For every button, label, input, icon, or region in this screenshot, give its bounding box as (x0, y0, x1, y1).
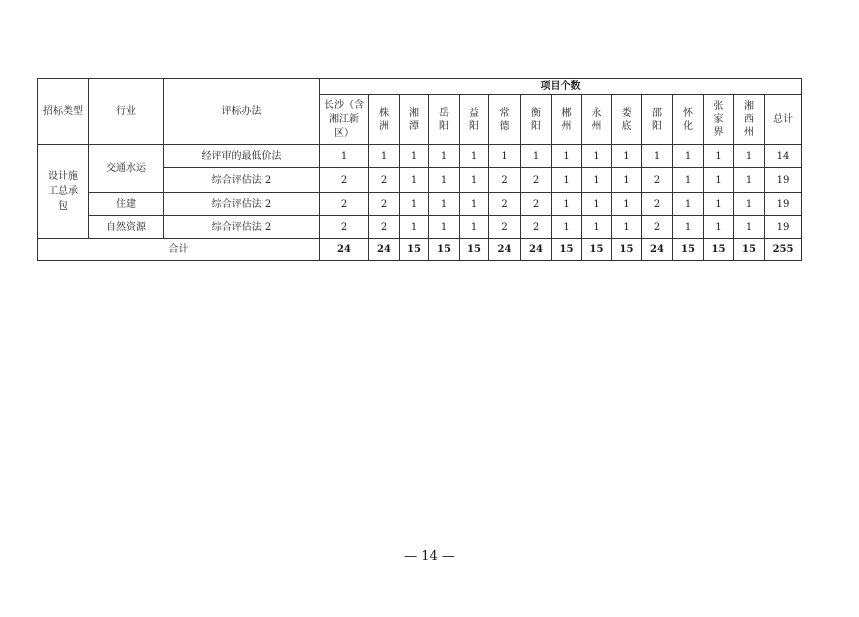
table-row (38, 145, 802, 168)
count-cell: 1 (704, 216, 734, 239)
count-cell: 2 (369, 193, 400, 216)
industry-cell: 交通水运 (89, 145, 164, 193)
count-cell: 1 (582, 193, 612, 216)
count-cell: 1 (429, 145, 460, 168)
project-count-table (37, 78, 802, 261)
sum-cell: 15 (552, 239, 582, 261)
row-total-cell: 19 (765, 216, 802, 239)
count-cell: 1 (673, 193, 704, 216)
sum-cell: 15 (400, 239, 429, 261)
count-cell: 1 (460, 216, 489, 239)
page-number: — 14 — (404, 549, 455, 564)
header-tender-type: 招标类型 (38, 79, 89, 145)
count-cell: 2 (642, 168, 673, 193)
count-cell: 1 (400, 168, 429, 193)
count-cell: 1 (704, 168, 734, 193)
count-cell: 2 (642, 216, 673, 239)
sum-cell: 24 (521, 239, 552, 261)
industry-cell: 住建 (89, 193, 164, 216)
tender-type-cell: 设计施工总承包 (38, 145, 89, 239)
count-cell: 1 (400, 193, 429, 216)
method-cell: 综合评估法 2 (164, 216, 320, 239)
row-total-cell: 19 (765, 193, 802, 216)
count-cell: 1 (612, 168, 642, 193)
row-total-cell: 14 (765, 145, 802, 168)
row-total-cell: 19 (765, 168, 802, 193)
header-city: 张家界 (704, 95, 734, 145)
count-cell: 1 (612, 145, 642, 168)
sum-cell: 24 (642, 239, 673, 261)
table-body (38, 79, 802, 261)
count-cell: 1 (460, 193, 489, 216)
count-cell: 1 (673, 145, 704, 168)
count-cell: 1 (642, 145, 673, 168)
sum-cell: 15 (429, 239, 460, 261)
count-cell: 2 (521, 168, 552, 193)
count-cell: 1 (582, 216, 612, 239)
count-cell: 1 (734, 168, 765, 193)
sum-label: 合计 (38, 239, 320, 261)
header-city: 益阳 (460, 95, 489, 145)
count-cell: 1 (320, 145, 369, 168)
header-city: 湘潭 (400, 95, 429, 145)
header-evaluation-method: 评标办法 (164, 79, 320, 145)
count-cell: 1 (521, 145, 552, 168)
method-cell: 经评审的最低价法 (164, 145, 320, 168)
sum-cell: 24 (489, 239, 521, 261)
count-cell: 2 (642, 193, 673, 216)
header-city: 邵阳 (642, 95, 673, 145)
sum-total-cell: 255 (765, 239, 802, 261)
header-city: 娄底 (612, 95, 642, 145)
header-project-count: 项目个数 (320, 79, 802, 95)
count-cell: 2 (320, 216, 369, 239)
sum-cell: 15 (734, 239, 765, 261)
count-cell: 1 (582, 168, 612, 193)
header-city: 湘西州 (734, 95, 765, 145)
count-cell: 1 (400, 145, 429, 168)
header-city: 常德 (489, 95, 521, 145)
count-cell: 1 (734, 216, 765, 239)
count-cell: 1 (612, 216, 642, 239)
sum-cell: 15 (612, 239, 642, 261)
sum-row (38, 239, 802, 261)
header-city: 长沙（含湘江新区） (320, 95, 369, 145)
count-cell: 2 (521, 193, 552, 216)
count-cell: 2 (320, 168, 369, 193)
count-cell: 2 (369, 168, 400, 193)
header-city: 衡阳 (521, 95, 552, 145)
count-cell: 2 (521, 216, 552, 239)
count-cell: 2 (489, 193, 521, 216)
count-cell: 1 (612, 193, 642, 216)
count-cell: 1 (552, 168, 582, 193)
method-cell: 综合评估法 2 (164, 168, 320, 193)
count-cell: 1 (673, 216, 704, 239)
sum-cell: 15 (582, 239, 612, 261)
method-cell: 综合评估法 2 (164, 193, 320, 216)
count-cell: 2 (320, 193, 369, 216)
count-cell: 2 (369, 216, 400, 239)
table-row (38, 216, 802, 239)
count-cell: 1 (552, 216, 582, 239)
count-cell: 1 (704, 145, 734, 168)
count-cell: 1 (460, 145, 489, 168)
sum-cell: 15 (460, 239, 489, 261)
table-row (38, 193, 802, 216)
count-cell: 1 (704, 193, 734, 216)
count-cell: 1 (582, 145, 612, 168)
count-cell: 1 (460, 168, 489, 193)
count-cell: 2 (489, 168, 521, 193)
count-cell: 2 (489, 216, 521, 239)
count-cell: 1 (734, 145, 765, 168)
header-city: 岳阳 (429, 95, 460, 145)
header-city: 株洲 (369, 95, 400, 145)
count-cell: 1 (400, 216, 429, 239)
industry-cell: 自然资源 (89, 216, 164, 239)
header-city: 郴州 (552, 95, 582, 145)
count-cell: 1 (429, 168, 460, 193)
count-cell: 1 (429, 193, 460, 216)
count-cell: 1 (369, 145, 400, 168)
count-cell: 1 (552, 193, 582, 216)
sum-cell: 15 (673, 239, 704, 261)
sum-cell: 24 (369, 239, 400, 261)
sum-cell: 24 (320, 239, 369, 261)
header-city: 怀化 (673, 95, 704, 145)
sum-cell: 15 (704, 239, 734, 261)
count-cell: 1 (552, 145, 582, 168)
header-city: 永州 (582, 95, 612, 145)
header-total: 总计 (765, 95, 802, 145)
count-cell: 1 (489, 145, 521, 168)
count-cell: 1 (429, 216, 460, 239)
count-cell: 1 (673, 168, 704, 193)
count-cell: 1 (734, 193, 765, 216)
header-industry: 行业 (89, 79, 164, 145)
